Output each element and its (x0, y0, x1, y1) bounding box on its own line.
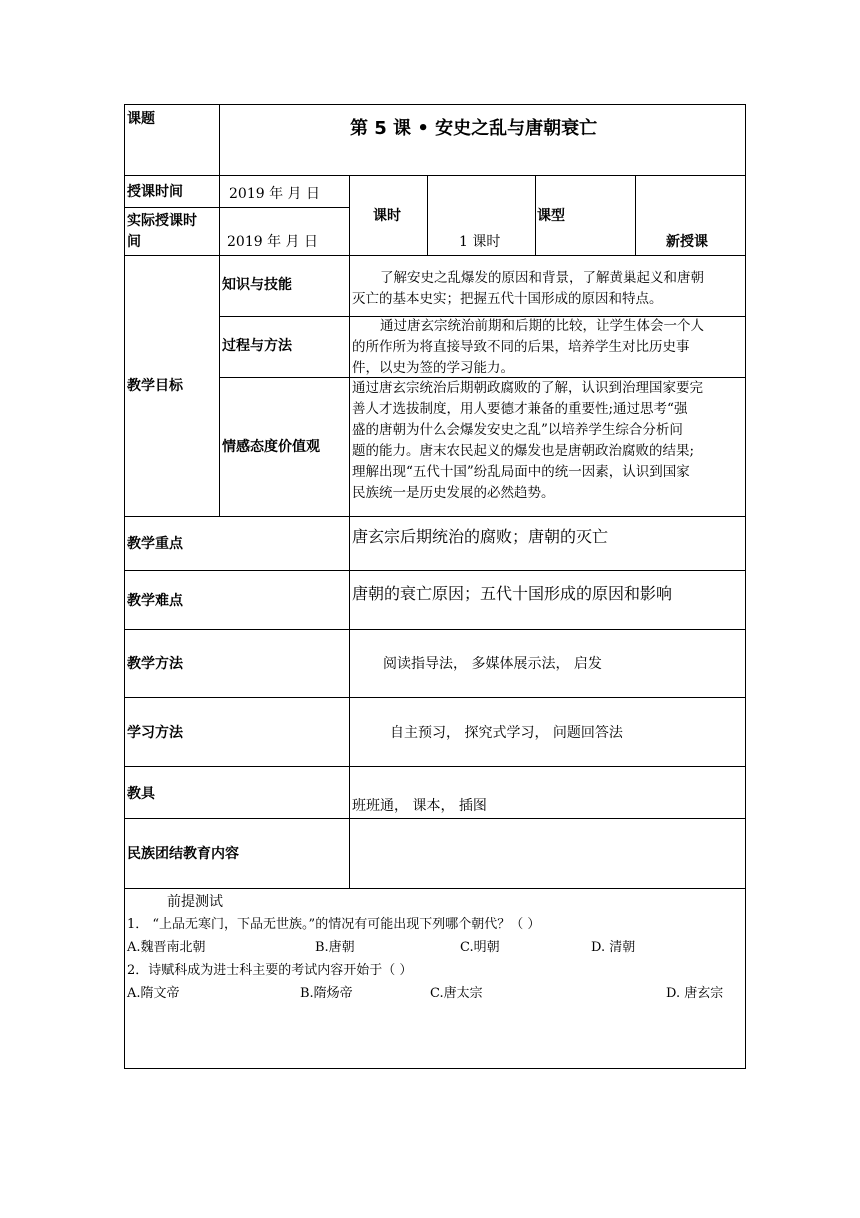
question-1-option-d: D. 清朝 (591, 940, 636, 955)
question-1: 1． “上品无寒门，下品无世族。”的情况有可能出现下列哪个朝代？（ ） (127, 917, 541, 932)
period-label: 课时 (373, 208, 401, 224)
difficulty-label: 教学难点 (127, 593, 183, 609)
question-1-option-b: B.唐朝 (315, 940, 355, 955)
question-1-option-c: C.明朝 (460, 940, 500, 955)
teaching-method-value: 阅读指导法， 多媒体展示法， 启发 (383, 656, 602, 672)
pretest-heading: 前提测试 (167, 894, 223, 910)
key-points-value: 唐玄宗后期统治的腐败；唐朝的灭亡 (352, 527, 609, 546)
question-2-option-c: C.唐太宗 (430, 986, 483, 1001)
learning-method-label: 学习方法 (127, 725, 183, 741)
objectives-label: 教学目标 (127, 378, 183, 394)
teaching-tools-label: 教具 (127, 786, 155, 802)
topic-label: 课题 (127, 111, 155, 127)
question-2-option-d: D. 唐玄宗 (666, 986, 724, 1001)
ethnic-unity-label: 民族团结教育内容 (127, 846, 239, 862)
lesson-title: 第 5 课 • 安史之乱与唐朝衰亡 (350, 118, 598, 139)
difficulty-value: 唐朝的衰亡原因；五代十国形成的原因和影响 (352, 584, 673, 603)
objective-process-text: 通过唐玄宗统治前期和后期的比较，让学生体会一个人 的所作所为将直接导致不同的后果，培养学生对比历史事 件，以史为签的学习能力。 (352, 318, 704, 376)
objective-knowledge-label: 知识与技能 (222, 277, 292, 293)
actual-time-label: 实际授课时 (127, 213, 197, 229)
actual-time-label-cont: 间 (127, 234, 141, 250)
objective-process-label: 过程与方法 (222, 338, 292, 354)
question-2: 2．诗赋科成为进士科主要的考试内容开始于（ ） (127, 963, 413, 978)
objective-attitude-text: 通过唐玄宗统治后期朝政腐败的了解，认识到治理国家要完 善人才选拔制度，用人要德才兼备的重要性;通过思考“强 盛的唐朝为什么会爆发安史之乱”以培养学生综合分析问 题的能力。唐末农民起义的爆发也是唐朝政治腐败的结果; 理解出现“五代十国”纷乱局面中的统一因素，认识到国家 民族统一是历史发展的必然趋势。 (352, 380, 703, 501)
key-points-label: 教学重点 (127, 536, 183, 552)
actual-time-value: 2019 年 月 日 (227, 234, 318, 250)
objective-knowledge-text: 了解安史之乱爆发的原因和背景，了解黄巢起义和唐朝 灭亡的基本史实；把握五代十国形成的原因和特点。 (352, 270, 704, 307)
teaching-method-label: 教学方法 (127, 656, 183, 672)
teaching-time-value: 2019 年 月 日 (229, 186, 320, 202)
period-value: 1 课时 (459, 234, 501, 250)
teaching-time-label: 授课时间 (127, 184, 183, 200)
question-1-option-a: A.魏晋南北朝 (127, 940, 206, 955)
teaching-tools-value: 班班通， 课本， 插图 (352, 798, 487, 814)
question-2-option-b: B.隋炀帝 (300, 986, 353, 1001)
learning-method-value: 自主预习， 探究式学习， 问题回答法 (390, 725, 623, 741)
objective-attitude-label: 情感态度价值观 (222, 439, 320, 455)
lesson-type-label: 课型 (537, 208, 565, 224)
question-2-option-a: A.隋文帝 (127, 986, 180, 1001)
lesson-type-value: 新授课 (666, 234, 708, 250)
